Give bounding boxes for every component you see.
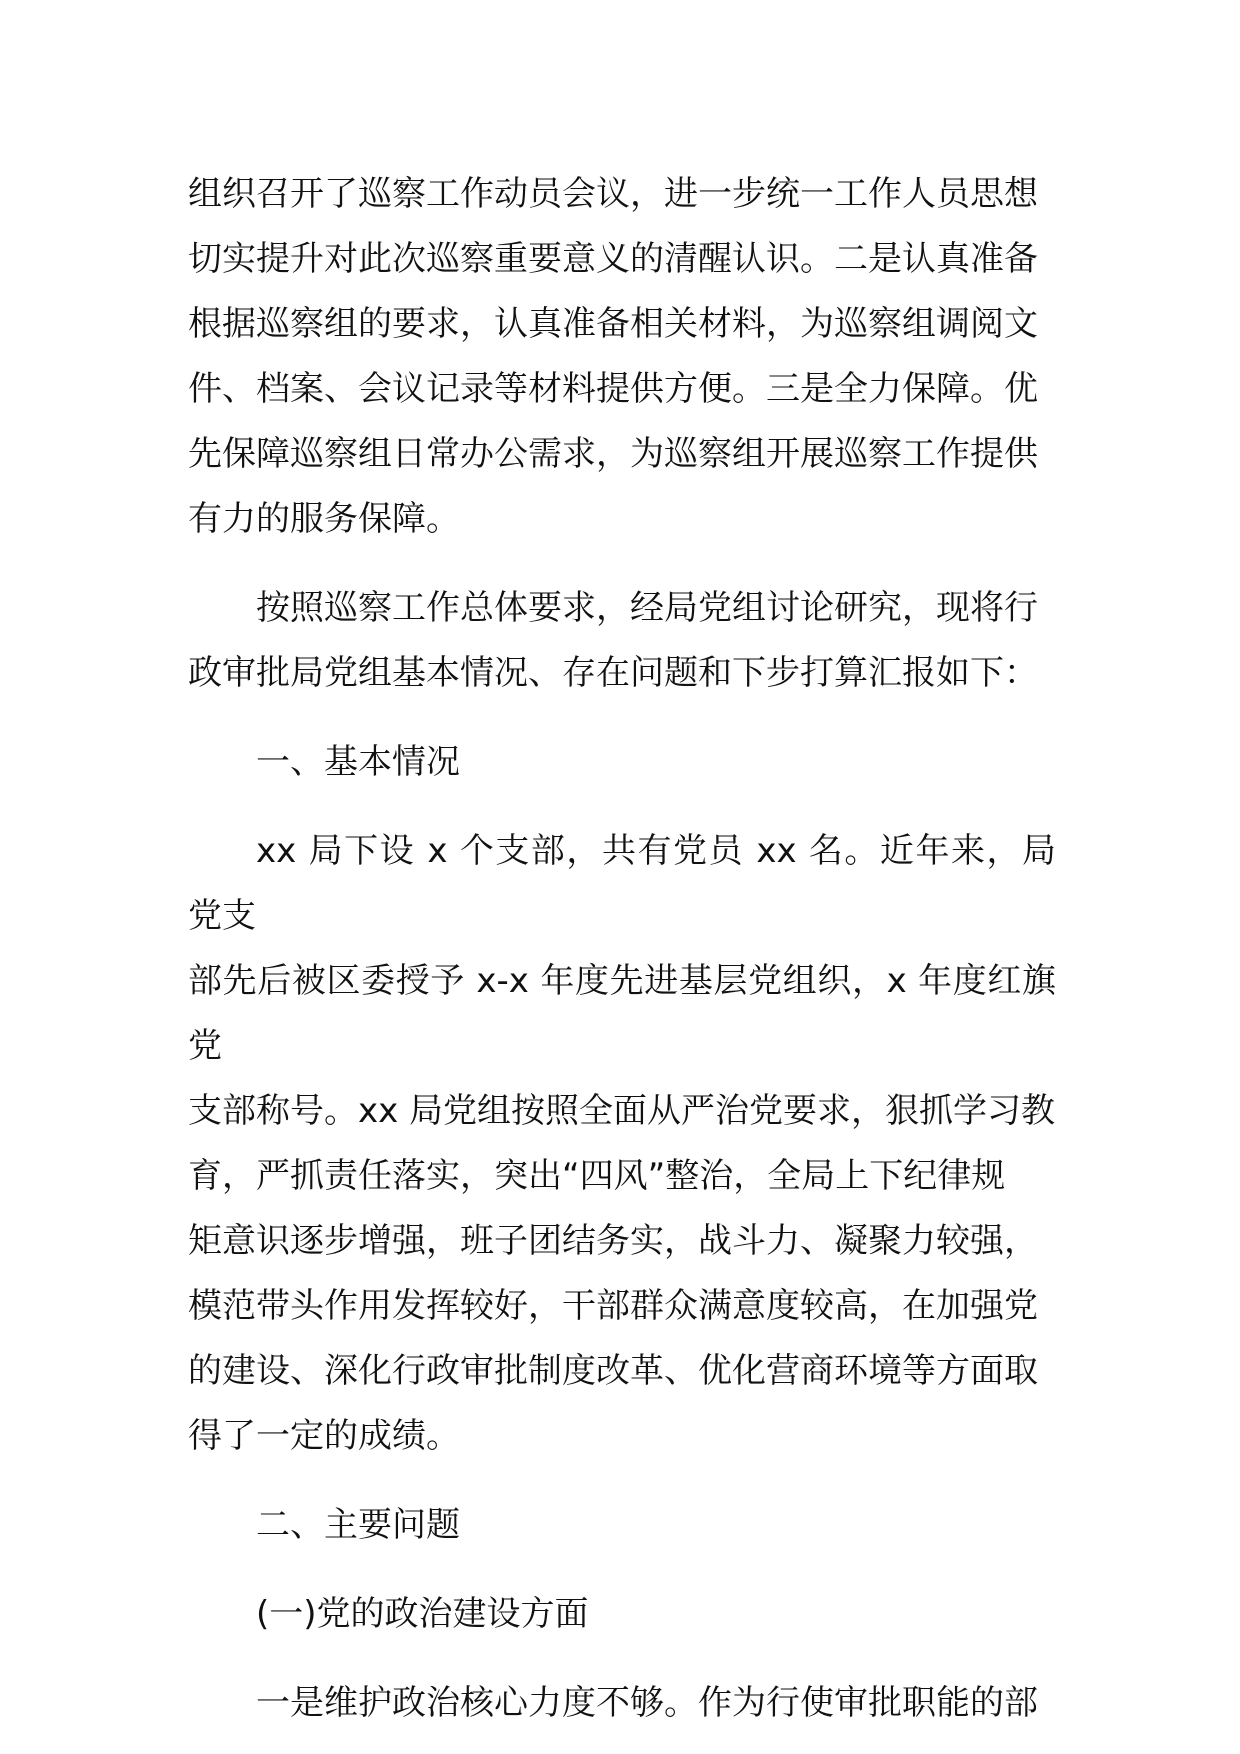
paragraph-1 xyxy=(188,162,1056,552)
text-line: 切实提升对此次巡察重要意义的清醒认识。二是认真准备 xyxy=(188,239,1038,279)
document-page xyxy=(188,162,1056,1736)
paragraph-3 xyxy=(188,819,1056,1469)
paragraph-4 xyxy=(188,1671,1056,1736)
text-line: 先保障巡察组日常办公需求，为巡察组开展巡察工作提供 xyxy=(188,434,1038,474)
paragraph-2 xyxy=(188,576,1056,706)
text-line: 育，严抓责任落实，突出“四风”整治，全局上下纪律规 xyxy=(188,1156,1006,1196)
text-line: 一是维护政治核心力度不够。作为行使审批职能的部 xyxy=(256,1683,1038,1723)
section-heading-main-problems: 二、主要问题 xyxy=(256,1505,460,1545)
text-line: 部先后被区委授予 x-x 年度先进基层党组织，x 年度红旗党 xyxy=(188,961,1056,1066)
subsection-heading-political-construction: (一)党的政治建设方面 xyxy=(256,1594,589,1634)
text-line: 的建设、深化行政审批制度改革、优化营商环境等方面取 xyxy=(188,1351,1038,1391)
text-line: 模范带头作用发挥较好，干部群众满意度较高，在加强党 xyxy=(188,1286,1038,1326)
text-line: 矩意识逐步增强，班子团结务实，战斗力、凝聚力较强， xyxy=(188,1221,1038,1261)
text-line: 有力的服务保障。 xyxy=(188,499,460,539)
text-line: 件、档案、会议记录等材料提供方便。三是全力保障。优 xyxy=(188,369,1038,409)
text-line: 组织召开了巡察工作动员会议，进一步统一工作人员思想 xyxy=(188,174,1038,214)
text-line: 政审批局党组基本情况、存在问题和下步打算汇报如下： xyxy=(188,653,1038,693)
text-line: 按照巡察工作总体要求，经局党组讨论研究，现将行 xyxy=(256,588,1038,628)
text-line: 得了一定的成绩。 xyxy=(188,1416,460,1456)
section-heading-basic-situation: 一、基本情况 xyxy=(256,742,460,782)
text-line: 支部称号。xx 局党组按照全面从严治党要求，狠抓学习教 xyxy=(188,1091,1056,1131)
text-line: 根据巡察组的要求，认真准备相关材料，为巡察组调阅文 xyxy=(188,304,1038,344)
text-line: xx 局下设 x 个支部，共有党员 xx 名。近年来，局党支 xyxy=(188,831,1056,936)
